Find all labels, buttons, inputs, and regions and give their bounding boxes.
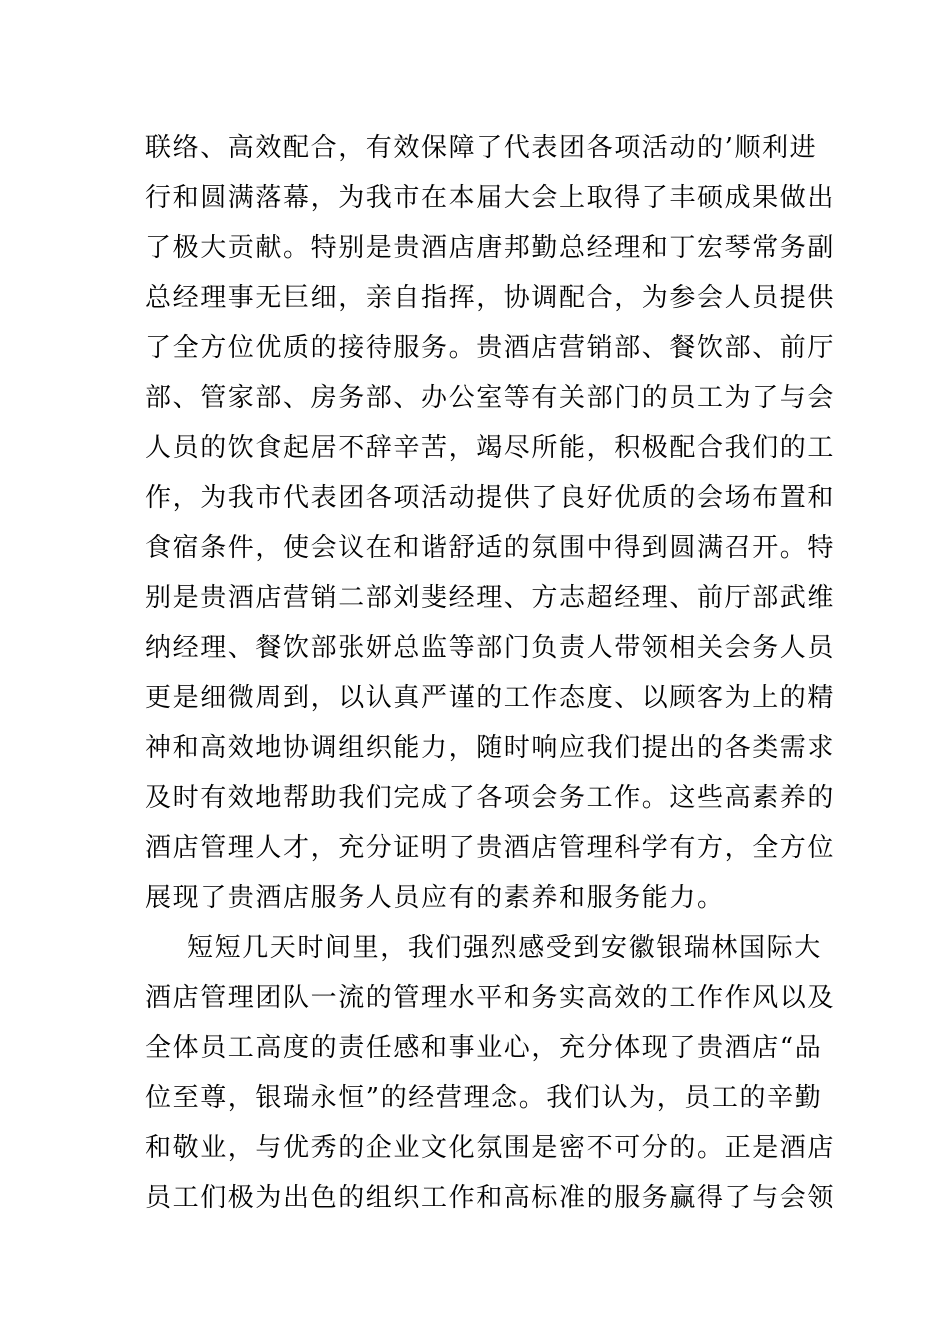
text-line: 酒店管理团队一流的管理水平和务实高效的工作作风以及 <box>145 983 836 1013</box>
text-line: 和敬业，与优秀的企业文化氛围是密不可分的。正是酒店 <box>145 1133 836 1163</box>
text-line: 别是贵酒店营销二部刘斐经理、方志超经理、前厅部武维 <box>145 583 836 613</box>
text-line: 位至尊，银瑞永恒”的经营理念。我们认为，员工的辛勤 <box>145 1083 823 1113</box>
text-line: 员工们极为出色的组织工作和高标准的服务赢得了与会领 <box>145 1183 836 1213</box>
text-line: 总经理事无巨细，亲自指挥，协调配合，为参会人员提供 <box>145 283 836 313</box>
text-line: 作，为我市代表团各项活动提供了良好优质的会场布置和 <box>145 483 836 513</box>
text-line: 部、管家部、房务部、办公室等有关部门的员工为了与会 <box>145 383 836 413</box>
text-line: 展现了贵酒店服务人员应有的素养和服务能力。 <box>145 883 725 913</box>
text-line: 了极大贡献。特别是贵酒店唐邦勤总经理和丁宏琴常务副 <box>145 233 836 263</box>
text-line: 行和圆满落幕，为我市在本届大会上取得了丰硕成果做出 <box>145 183 836 213</box>
text-line: 食宿条件，使会议在和谐舒适的氛围中得到圆满召开。特 <box>145 533 836 563</box>
text-line: 联络、高效配合，有效保障了代表团各项活动的’顺利进 <box>145 133 818 163</box>
text-line: 全体员工高度的责任感和事业心，充分体现了贵酒店“品 <box>145 1033 823 1063</box>
text-line: 纳经理、餐饮部张妍总监等部门负责人带领相关会务人员 <box>145 633 836 663</box>
text-line: 及时有效地帮助我们完成了各项会务工作。这些高素养的 <box>145 783 836 813</box>
text-line: 人员的饮食起居不辞辛苦，竭尽所能，积极配合我们的工 <box>145 433 836 463</box>
text-line: 酒店管理人才，充分证明了贵酒店管理科学有方，全方位 <box>145 833 836 863</box>
paragraph-first-line: 短短几天时间里，我们强烈感受到安徽银瑞林国际大 <box>187 933 822 963</box>
text-line: 更是细微周到，以认真严谨的工作态度、以顾客为上的精 <box>145 683 836 713</box>
text-line: 了全方位优质的接待服务。贵酒店营销部、餐饮部、前厅 <box>145 333 836 363</box>
text-line: 神和高效地协调组织能力，随时响应我们提出的各类需求 <box>145 733 836 763</box>
